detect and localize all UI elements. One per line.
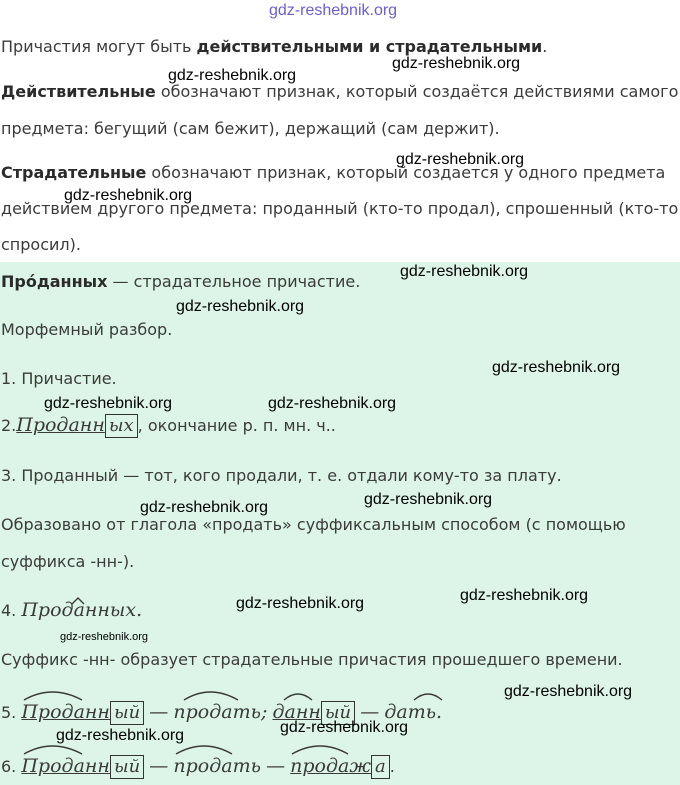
item-6-word-3-ending: а (371, 755, 390, 779)
item-2-rest: , окончание р. п. мн. ч.. (137, 416, 336, 435)
watermark: gdz-reshebnik.org (460, 587, 589, 604)
watermark: gdz-reshebnik.org (44, 395, 173, 412)
item-5-word-3-root: да (272, 701, 296, 723)
theory-p3-line3: спросил). (1, 235, 81, 254)
watermark: gdz-reshebnik.org (364, 491, 493, 508)
item-3-derivation: Образовано от глагола «продать» суффиксальным способом (с помощью (1, 515, 626, 534)
watermark: gdz-reshebnik.org (176, 298, 305, 315)
item-6-word-2: продать (173, 755, 261, 777)
analysis-word: Про́данных (1, 272, 108, 291)
watermark: gdz-reshebnik.org (60, 631, 149, 643)
item-5-word-3-ending: ый (321, 701, 355, 725)
item-6-dash-2: — (266, 755, 286, 777)
item-6-number: 6. (1, 757, 17, 776)
theory-p3-line2: действием другого предмета: проданный (кто-то продал), спрошенный (кто-то (1, 199, 679, 218)
item-2 (1, 414, 336, 438)
item-4-word: Проданных. (21, 599, 143, 621)
active-participle-term: Действительные (1, 82, 156, 101)
theory-paragraph-1 (1, 37, 547, 56)
item-3: 3. Проданный — тот, кого продали, т. е. отдали кому-то за плату. (1, 466, 562, 485)
watermark: gdz-reshebnik.org (140, 499, 269, 516)
morpheme-heading: Морфемный разбор. (1, 320, 173, 339)
item-5-number: 5. (1, 703, 17, 722)
watermark: gdz-reshebnik.org (396, 151, 525, 168)
item-4 (1, 599, 142, 621)
analysis-word-desc: — страдательное причастие. (107, 272, 361, 291)
theory-paragraph-2 (1, 82, 678, 101)
watermark: gdz-reshebnik.org (504, 683, 633, 700)
item-5-dash-1: — (149, 701, 169, 723)
passive-participle-term: Страдательные (1, 163, 147, 182)
watermark: gdz-reshebnik.org (268, 395, 397, 412)
item-5-word-2: продать; (173, 701, 268, 723)
item-5-word-4: дать. (384, 701, 443, 723)
item-1: 1. Причастие. (1, 369, 117, 388)
theory-p1-end: . (542, 37, 548, 56)
watermark: gdz-reshebnik.org (400, 263, 529, 280)
item-4-note: Суффикс -нн- образует страдательные причастия прошедшего времени. (1, 650, 623, 669)
watermark: gdz-reshebnik.org (492, 359, 621, 376)
theory-paragraph-3 (1, 163, 665, 182)
item-6-word-3: продаж (290, 755, 371, 777)
analysis-word-line (1, 272, 360, 291)
item-5-stem: Проданн (21, 701, 110, 723)
watermark: gdz-reshebnik.org (56, 727, 185, 744)
item-5-dash-2: — (360, 701, 380, 723)
theory-p1-bold: действительными и страдательными (196, 37, 543, 56)
theory-p2-text: обозначают признак, который создаётся действиями самого (155, 82, 679, 101)
item-3-suffix: суффикса -нн-). (1, 552, 135, 571)
item-5-ending: ый (110, 701, 144, 725)
item-5-word-3-suffix: нн (295, 701, 321, 723)
item-4-number: 4. (1, 601, 17, 620)
watermark-top: gdz-reshebnik.org (269, 2, 398, 19)
item-6-ending: ый (110, 755, 144, 779)
item-2-number: 2. (1, 416, 17, 435)
watermark: gdz-reshebnik.org (392, 55, 521, 72)
theory-p2-line2: предмета: бегущий (сам бежит), держащий (сам держит). (1, 119, 500, 138)
item-6-end: . (389, 757, 395, 776)
item-6-dash-1: — (149, 755, 169, 777)
watermark: gdz-reshebnik.org (64, 187, 193, 204)
watermark: gdz-reshebnik.org (236, 595, 365, 612)
watermark: gdz-reshebnik.org (168, 67, 297, 84)
item-6-stem: Проданн (21, 755, 110, 777)
item-6 (1, 755, 395, 779)
theory-p3-text: обозначают признак, который создается у одного предмета (146, 163, 666, 182)
watermark: gdz-reshebnik.org (280, 719, 409, 736)
item-2-stem: Проданн (16, 414, 105, 436)
theory-p1-text: Причастия могут быть (1, 37, 197, 56)
item-2-ending: ых (105, 414, 138, 438)
